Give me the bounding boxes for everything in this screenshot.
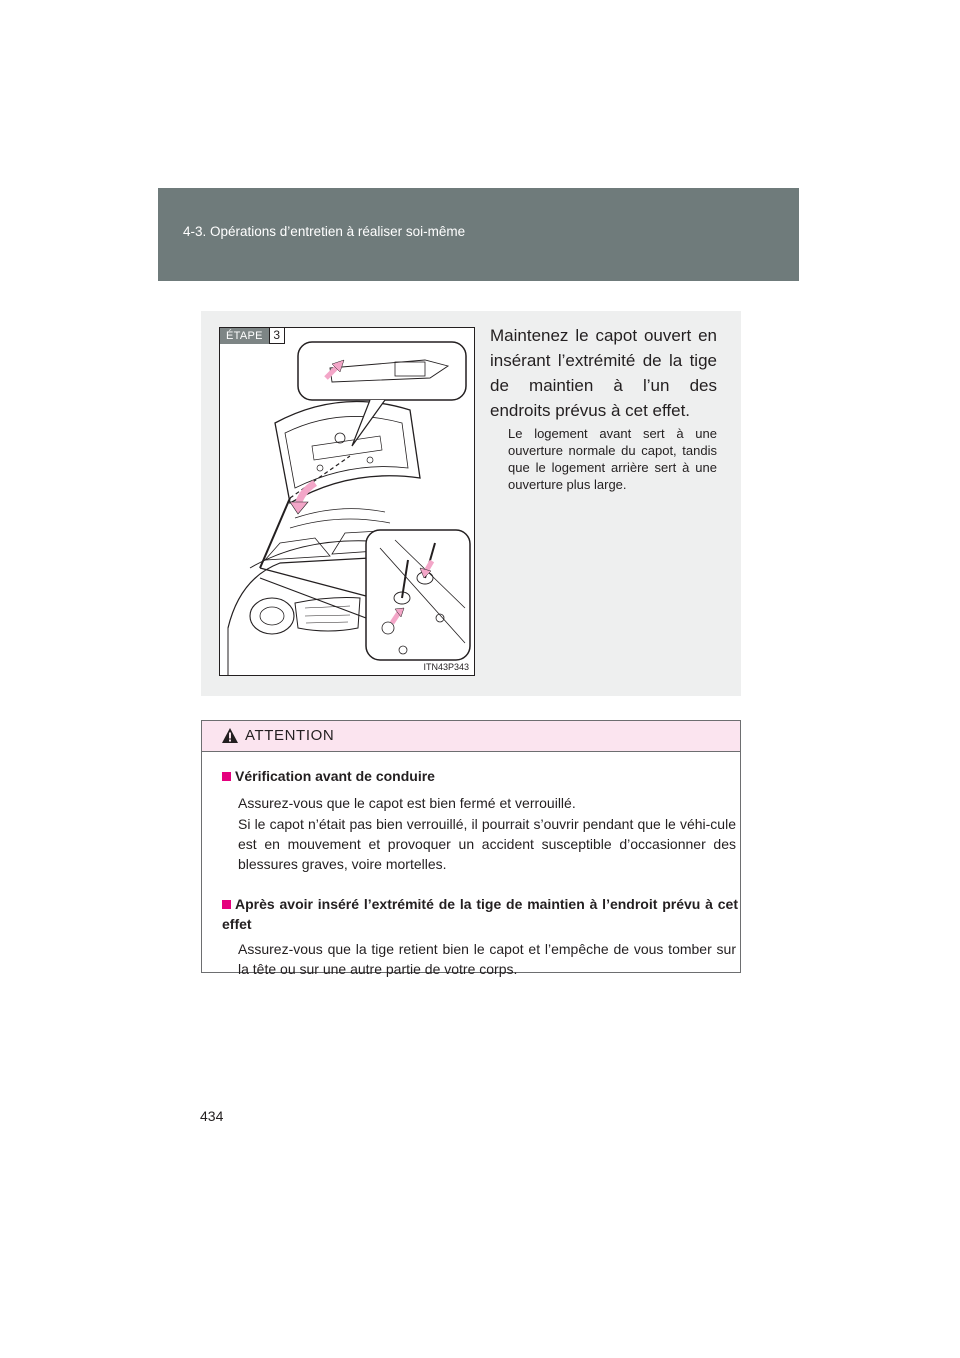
attention-item-text: Si le capot n’était pas bien verrouillé, il pourrait s’ouvrir pendant que le véhi-cule est en mouvement et provoquer un accident susceptible d’occasionner des blessures graves, voire mortelles.: [238, 816, 736, 872]
attention-item-heading: [222, 766, 738, 786]
step-note: Le logement avant sert à une ouverture normale du capot, tandis que le logement arrière sert à une ouverture plus large.: [508, 426, 717, 492]
square-bullet-icon: [222, 900, 231, 909]
attention-box: [201, 720, 741, 977]
attention-item-text: Assurez-vous que le capot est bien fermé et verrouillé.: [238, 795, 576, 811]
step-badge-label: ÉTAPE: [220, 328, 269, 344]
square-bullet-icon: [222, 772, 231, 781]
figure-code: ITN43P343: [423, 662, 469, 672]
hood-illustration-drawing: [220, 328, 475, 676]
attention-title: ATTENTION: [245, 727, 335, 744]
page-number: 434: [200, 1108, 224, 1124]
warning-triangle-icon: [221, 727, 239, 744]
attention-item-heading-text: Après avoir inséré l’extrémité de la tige de maintien à l’endroit prévu à cet effet: [222, 896, 738, 932]
section-title: 4-3. Opérations d’entretien à réaliser soi-même: [183, 224, 466, 239]
attention-item-text: Assurez-vous que la tige retient bien le capot et l’empêche de vous tomber sur la tête ou sur une autre partie de votre corps.: [238, 941, 736, 977]
attention-item-heading-text: Vérification avant de conduire: [235, 768, 435, 784]
attention-header: [202, 721, 740, 752]
hood-support-illustration: [219, 327, 475, 676]
attention-item-heading: [222, 894, 738, 934]
step-instruction: Maintenez le capot ouvert en insérant l’extrémité de la tige de maintien à l’un des endroits prévus à cet effet.: [490, 326, 717, 420]
step-badge-number: 3: [269, 328, 285, 344]
section-header: [158, 188, 799, 281]
step-badge: [220, 328, 285, 344]
step-panel: [201, 311, 741, 696]
